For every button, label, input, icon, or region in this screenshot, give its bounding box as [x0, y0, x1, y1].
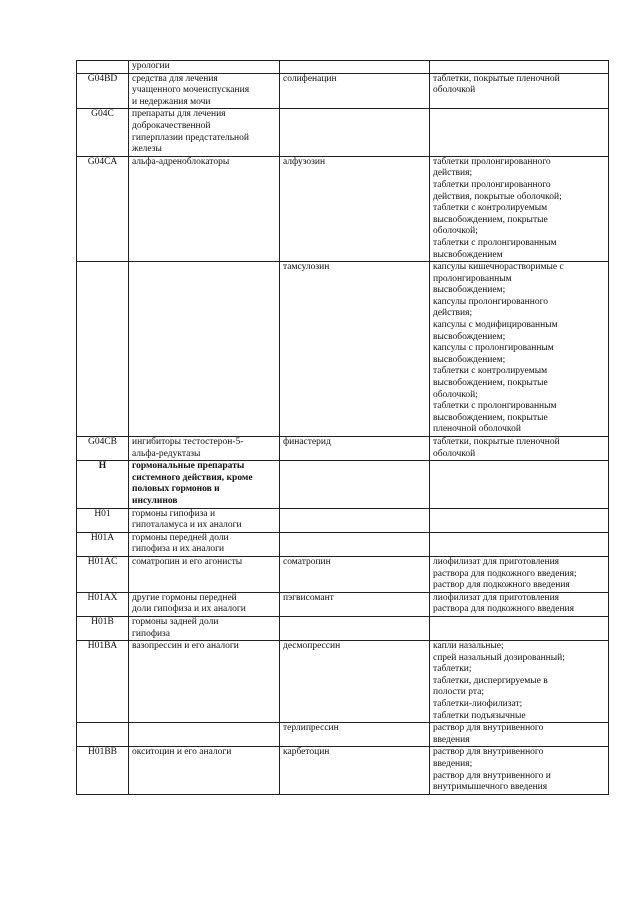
cell-text-line: гормоны передней доли: [132, 532, 229, 543]
atc-code-cell: [77, 156, 129, 261]
dosage-form-cell: [430, 461, 609, 508]
drug-name-cell: [280, 641, 430, 723]
table-row: [77, 109, 609, 156]
cell-text-line: соматропин: [283, 556, 331, 567]
cell-text-line: гипофиза: [132, 628, 171, 639]
atc-code-cell: [77, 532, 129, 556]
atc-code-cell: [77, 508, 129, 532]
cell-text-line: действия, покрытые оболочкой;: [433, 191, 562, 202]
cell-text-line: гормоны задней доли: [132, 616, 219, 627]
cell-text-line: пленочной оболочкой: [433, 424, 521, 435]
cell-text-line: оболочкой: [433, 448, 476, 459]
dosage-form-cell: [430, 616, 609, 640]
drug-name-cell: [280, 109, 430, 156]
cell-text-line: гормональные препараты: [132, 461, 245, 472]
cell-text-line: раствор для внутривенного: [433, 747, 544, 758]
drug-name-cell: [280, 747, 430, 794]
cell-text-line: финастерид: [283, 437, 331, 447]
drug-name-cell: [280, 723, 430, 747]
cell-text-line: альфа-редуктазы: [132, 448, 201, 459]
cell-text-line: G04CA: [87, 156, 118, 167]
atc-code-cell: [77, 747, 129, 794]
anatomical-group-cell: [129, 61, 280, 74]
anatomical-group-cell: [129, 747, 280, 794]
anatomical-group-cell: [129, 556, 280, 592]
cell-text-line: инсулинов: [132, 495, 178, 506]
table-row: [77, 616, 609, 640]
cell-text-line: таблетки подъязычные: [433, 710, 526, 721]
cell-text-line: таблетки с контролируемым: [433, 203, 548, 214]
anatomical-group-cell: [129, 437, 280, 461]
cell-text-line: карбетоцин: [283, 747, 330, 758]
cell-text-line: учащенного мочеиспускания: [132, 85, 250, 96]
atc-code-cell: [77, 461, 129, 508]
table-row: [77, 723, 609, 747]
cell-text-line: высвобождением: [433, 249, 503, 260]
cell-text-line: ингибиторы тестостерон-5-: [132, 437, 244, 447]
cell-text-line: действия;: [433, 168, 473, 179]
cell-text-line: раствора для подкожного введения: [433, 604, 574, 615]
cell-text-line: H01BA: [87, 641, 118, 652]
dosage-form-cell: [430, 156, 609, 261]
cell-text-line: раствор для внутривенного: [433, 723, 544, 734]
anatomical-group-cell: [129, 461, 280, 508]
anatomical-group-cell: [129, 156, 280, 261]
table-row: [77, 461, 609, 508]
cell-text-line: G04BD: [87, 73, 118, 84]
dosage-form-cell: [430, 747, 609, 794]
cell-text-line: лиофилизат для приготовления: [433, 556, 560, 567]
table-body: [77, 61, 609, 795]
cell-text-line: пролонгированным: [433, 273, 512, 284]
table-row: [77, 532, 609, 556]
cell-text-line: доброкачественной: [132, 120, 211, 131]
table-row: [77, 73, 609, 109]
cell-text-line: таблетки пролонгированного: [433, 156, 551, 167]
atc-code-cell: [77, 61, 129, 74]
table-row: [77, 437, 609, 461]
atc-code-cell: [77, 723, 129, 747]
cell-text-line: другие гормоны передней: [132, 592, 237, 603]
cell-text-line: лиофилизат для приготовления: [433, 592, 560, 603]
cell-text-line: капсулы с пролонгированным: [433, 343, 554, 354]
atc-code-cell: [77, 641, 129, 723]
atc-code-cell: [77, 592, 129, 616]
cell-text-line: таблетки пролонгированного: [433, 179, 551, 190]
anatomical-group-cell: [129, 592, 280, 616]
cell-text-line: гипоталамуса и их аналоги: [132, 520, 242, 531]
anatomical-group-cell: [129, 616, 280, 640]
cell-text-line: вазопрессин и его аналоги: [132, 641, 239, 652]
cell-text-line: алфузозин: [283, 156, 326, 167]
atc-code-cell: [77, 262, 129, 437]
cell-text-line: окситоцин и его аналоги: [132, 747, 232, 758]
cell-text-line: таблетки, покрытые пленочной: [433, 73, 560, 84]
cell-text-line: высвобождением, покрытые: [433, 214, 548, 225]
table-row: [77, 156, 609, 261]
anatomical-group-cell: [129, 723, 280, 747]
cell-text-line: капли назальные;: [433, 641, 504, 652]
cell-text-line: высвобождением;: [433, 331, 506, 342]
cell-text-line: таблетки;: [433, 664, 472, 675]
drug-name-cell: [280, 508, 430, 532]
cell-text-line: препараты для лечения: [132, 109, 226, 120]
cell-text-line: H01A: [90, 532, 115, 543]
cell-text-line: соматропин и его агонисты: [132, 556, 243, 567]
dosage-form-cell: [430, 723, 609, 747]
cell-text-line: G04C: [91, 109, 114, 120]
drug-name-cell: [280, 592, 430, 616]
cell-text-line: пэгвисомант: [283, 592, 334, 603]
atc-code-cell: [77, 616, 129, 640]
cell-text-line: H01AX: [87, 592, 118, 603]
cell-text-line: гормоны гипофиза и: [132, 508, 216, 519]
cell-text-line: альфа-адреноблокаторы: [132, 156, 230, 167]
cell-text-line: спрей назальный дозированный;: [433, 652, 565, 663]
cell-text-line: системного действия, кроме: [132, 472, 253, 483]
cell-text-line: капсулы кишечнорастворимые с: [433, 262, 564, 273]
cell-text-line: H: [98, 461, 107, 472]
dosage-form-cell: [430, 592, 609, 616]
cell-text-line: H01B: [91, 616, 114, 627]
drug-name-cell: [280, 61, 430, 74]
cell-text-line: оболочкой: [433, 85, 476, 96]
dosage-form-cell: [430, 437, 609, 461]
cell-text-line: G04CB: [87, 437, 118, 447]
dosage-form-cell: [430, 641, 609, 723]
atc-code-cell: [77, 109, 129, 156]
cell-text-line: высвобождением;: [433, 354, 506, 365]
dosage-form-cell: [430, 532, 609, 556]
cell-text-line: гипофиза и их аналоги: [132, 544, 225, 555]
dosage-form-cell: [430, 556, 609, 592]
cell-text-line: раствор для подкожного введения: [433, 580, 570, 591]
drug-name-cell: [280, 73, 430, 109]
cell-text-line: таблетки-лиофилизат;: [433, 699, 523, 710]
cell-text-line: H01BB: [87, 747, 118, 758]
table-row: [77, 61, 609, 74]
atc-code-cell: [77, 73, 129, 109]
cell-text-line: десмопрессин: [283, 641, 341, 652]
cell-text-line: таблетки, покрытые пленочной: [433, 437, 560, 447]
table-row: [77, 556, 609, 592]
cell-text-line: таблетки с контролируемым: [433, 366, 548, 377]
cell-text-line: введения;: [433, 759, 473, 770]
drug-name-cell: [280, 532, 430, 556]
table-row: [77, 508, 609, 532]
drug-name-cell: [280, 156, 430, 261]
cell-text-line: и недержания мочи: [132, 96, 211, 107]
table-row: [77, 592, 609, 616]
anatomical-group-cell: [129, 641, 280, 723]
dosage-form-cell: [430, 73, 609, 109]
cell-text-line: тамсулозин: [283, 262, 330, 273]
anatomical-group-cell: [129, 73, 280, 109]
cell-text-line: введения: [433, 734, 470, 745]
drug-name-cell: [280, 437, 430, 461]
drug-name-cell: [280, 616, 430, 640]
cell-text-line: таблетки с пролонгированным: [433, 237, 557, 248]
drug-name-cell: [280, 556, 430, 592]
cell-text-line: железы: [132, 144, 162, 155]
cell-text-line: полости рта;: [433, 687, 485, 698]
cell-text-line: внутримышечного введения: [433, 782, 548, 793]
cell-text-line: H01: [94, 508, 111, 519]
cell-text-line: оболочкой;: [433, 389, 478, 400]
cell-text-line: средства для лечения: [132, 73, 218, 84]
cell-text-line: урологии: [132, 61, 170, 71]
dosage-form-cell: [430, 262, 609, 437]
cell-text-line: гиперплазии предстательной: [132, 132, 249, 143]
cell-text-line: терлипрессин: [283, 723, 339, 734]
cell-text-line: оболочкой;: [433, 226, 478, 237]
anatomical-group-cell: [129, 262, 280, 437]
cell-text-line: солифенацин: [283, 73, 337, 84]
cell-text-line: высвобождением;: [433, 285, 506, 296]
atc-code-cell: [77, 556, 129, 592]
table-row: [77, 747, 609, 794]
anatomical-group-cell: [129, 532, 280, 556]
anatomical-group-cell: [129, 508, 280, 532]
cell-text-line: раствор для внутривенного и: [433, 770, 551, 781]
anatomical-group-cell: [129, 109, 280, 156]
drug-name-cell: [280, 262, 430, 437]
cell-text-line: таблетки с пролонгированным: [433, 401, 557, 412]
table-row: [77, 262, 609, 437]
atc-code-cell: [77, 437, 129, 461]
cell-text-line: половых гормонов и: [132, 484, 220, 495]
cell-text-line: раствора для подкожного введения;: [433, 568, 577, 579]
dosage-form-cell: [430, 508, 609, 532]
cell-text-line: высвобождением, покрытые: [433, 378, 548, 389]
dosage-form-cell: [430, 109, 609, 156]
cell-text-line: действия;: [433, 308, 473, 319]
drug-name-cell: [280, 461, 430, 508]
medication-classification-table: [76, 60, 609, 795]
table-row: [77, 641, 609, 723]
cell-text-line: таблетки, диспергируемые в: [433, 675, 548, 686]
cell-text-line: капсулы пролонгированного: [433, 296, 548, 307]
cell-text-line: высвобождением, покрытые: [433, 412, 548, 423]
dosage-form-cell: [430, 61, 609, 74]
cell-text-line: H01AC: [87, 556, 118, 567]
cell-text-line: доли гипофиза и их аналоги: [132, 604, 246, 615]
cell-text-line: капсулы с модифицированным: [433, 320, 558, 331]
